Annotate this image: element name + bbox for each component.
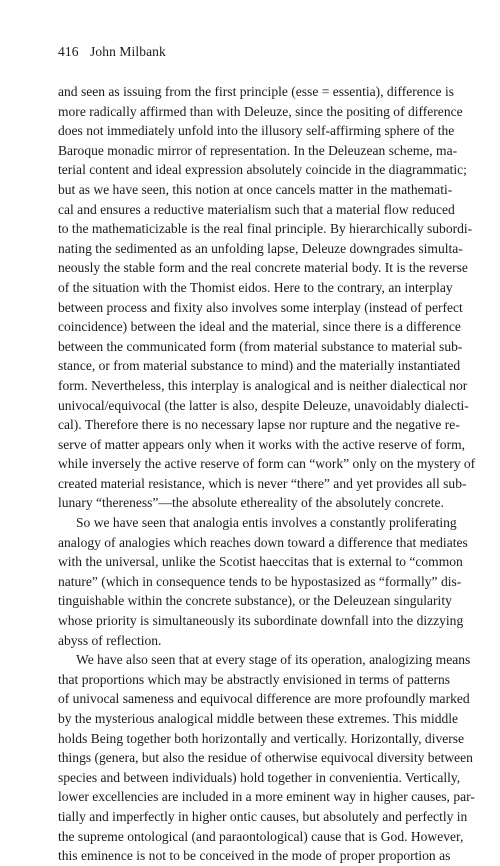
- text-line: cal). Therefore there is no necessary lapse nor rupture and the negative re-: [58, 417, 460, 433]
- text-line: between the communicated form (from material substance to material sub-: [58, 338, 463, 354]
- text-line: coincidence) between the ideal and the material, since there is a difference: [58, 319, 461, 335]
- text-line: does not immediately unfold into the illusory self-affirming sphere of the: [58, 123, 455, 139]
- paragraph: [58, 650, 475, 866]
- author-name: John Milbank: [90, 44, 166, 59]
- text-line: the supreme ontological (and paraontological) cause that is God. However,: [58, 828, 464, 844]
- text-line: terial content and ideal expression absolutely coincide in the diagrammatic;: [58, 162, 467, 178]
- text-line: that proportions which may be abstractly envisioned in terms of patterns: [58, 671, 451, 687]
- text-line: but as we have seen, this notion at once cancels matter in the mathemati-: [58, 181, 453, 197]
- body-text: [58, 82, 476, 866]
- text-line: lunary “thereness”—the absolute ethereality of the absolutely concrete.: [58, 495, 444, 511]
- text-line: while inversely the active reserve of form can “work” only on the mystery of: [58, 456, 476, 472]
- text-line: tially and imperfectly in higher ontic causes, but absolutely and perfectly in: [58, 808, 468, 824]
- text-line: nating the sedimented as an unfolding lapse, Deleuze downgrades simulta-: [58, 240, 463, 256]
- text-line: species and between individuals) hold together in convenientia. Vertically,: [58, 769, 461, 785]
- text-line: by the mysterious analogical middle between these extremes. This middle: [58, 711, 459, 726]
- text-line: of the situation with the Thomist eidos. Here to the contrary, an interplay: [58, 279, 453, 295]
- text-line: lower excellencies are included in a more eminent way in higher causes, par-: [58, 789, 475, 805]
- text-line: Baroque monadic mirror of representation. In the Deleuzean scheme, ma-: [58, 142, 458, 158]
- text-line: So we have seen that analogia entis involves a constantly proliferating: [76, 515, 457, 531]
- text-line: form. Nevertheless, this interplay is analogical and is neither dialectical nor: [58, 377, 468, 393]
- text-line: created material resistance, which is never “there” and yet provides all sub-: [58, 475, 467, 491]
- text-line: holds Being together both horizontally and vertically. Horizontally, diverse: [58, 730, 465, 746]
- page-number: 416: [58, 44, 79, 59]
- paragraph: [58, 82, 476, 513]
- running-head: [58, 44, 166, 60]
- paragraph: [58, 513, 468, 650]
- text-line: neously the stable form and the real concrete material body. It is the reverse: [58, 260, 468, 276]
- text-line: and seen as issuing from the first principle (esse = essentia), difference is: [58, 84, 454, 99]
- text-line: to the mathematicizable is the real final principle. By hierarchically subordi-: [58, 221, 473, 237]
- text-line: univocal/equivocal (the latter is also, despite Deleuze, unavoidably dialecti-: [58, 397, 469, 413]
- text-line: analogy of analogies which reaches down toward a difference that mediates: [58, 534, 468, 550]
- text-line: tinguishable within the concrete substance), or the Deleuzean singularity: [58, 593, 452, 609]
- text-line: things (genera, but also the residue of otherwise equivocal diversity between: [58, 750, 473, 766]
- text-line: of univocal sameness and equivocal difference are more profoundly marked: [58, 691, 470, 707]
- text-line: more radically affirmed than with Deleuze, since the positing of difference: [58, 103, 463, 119]
- text-line: with the universal, unlike the Scotist haeccitas that is external to “common: [58, 554, 463, 570]
- text-line: We have also seen that at every stage of its operation, analogizing means: [76, 652, 471, 668]
- text-line: abyss of reflection.: [58, 632, 162, 648]
- text-line: whose priority is simultaneously its subordinate downfall into the dizzying: [58, 613, 464, 629]
- text-line: cal and ensures a reductive materialism such that a material flow reduced: [58, 201, 455, 217]
- text-line: between process and fixity also involves some interplay (instead of perfect: [58, 299, 463, 315]
- text-line: serve of matter appears only when it works with the active reserve of form,: [58, 436, 466, 452]
- text-line: nature” (which in consequence tends to be hypostasized as “formally” dis-: [58, 573, 462, 589]
- text-line: stance, or from material substance to mind) and the materially instantiated: [58, 358, 461, 374]
- text-line: this eminence is not to be conceived in the mode of proper proportion as: [58, 848, 451, 864]
